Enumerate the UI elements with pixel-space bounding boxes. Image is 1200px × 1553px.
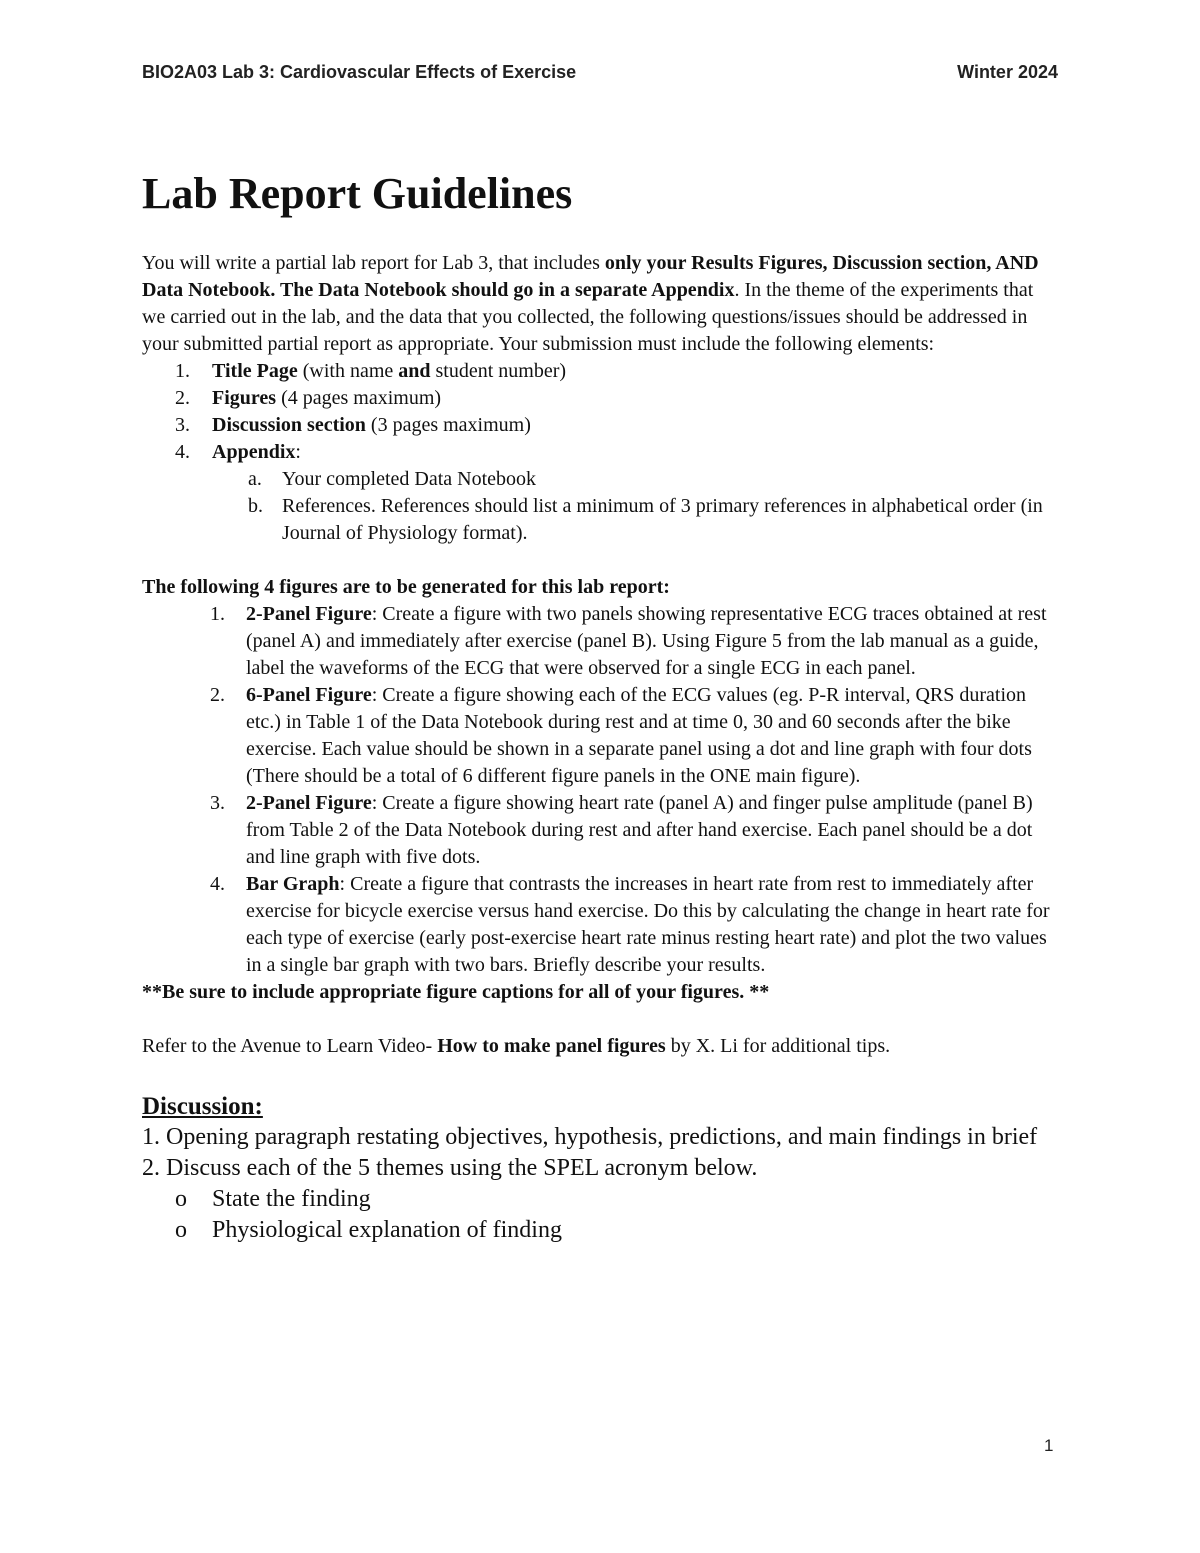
item-bold: Figures (212, 387, 277, 409)
discussion-bullet (142, 1215, 1060, 1246)
discussion-item-1: 1. Opening paragraph restating objectives, hypothesis, predictions, and main findings in brief (142, 1124, 1038, 1150)
figure-item (142, 790, 1060, 871)
item-number: 1. (210, 603, 225, 625)
item-text: References. References should list a minimum of 3 primary references in alphabetical order (in Journal of Physiology format). (282, 495, 1043, 544)
element-item (142, 358, 1060, 385)
page-title: Lab Report Guidelines (142, 169, 573, 218)
appendix-item (142, 493, 1060, 547)
intro-text-2: . In the theme of the experiments that we carried out in the lab, and the data that you collected, the following questions/issues should be addressed in your submitted partial report as appropriate. Your submission must include the following elements: (142, 279, 1034, 355)
figure-item (142, 871, 1060, 979)
bullet-text: Physiological explanation of finding (212, 1217, 562, 1243)
item-number: 3. (175, 414, 190, 436)
caption-note (142, 979, 1060, 1006)
figure-item (142, 601, 1060, 682)
item-number: 1. (175, 360, 190, 382)
item-text: (with name (297, 360, 399, 382)
item-bold: 2-Panel Figure (246, 792, 372, 814)
item-number: 4. (175, 441, 190, 463)
video-note (142, 1033, 1060, 1060)
intro-bold: only your Results Figures, Discussion section, AND Data Notebook. The Data Notebook should go in a separate Appendix (142, 252, 1039, 301)
appendix-item (142, 466, 1060, 493)
item-text: : Create a figure showing heart rate (panel A) and finger pulse amplitude (panel B) from Table 2 of the Data Notebook during rest and after hand exercise. Each panel should be a dot and line graph with five dots. (246, 792, 1033, 868)
bullet-text: State the finding (212, 1186, 371, 1212)
bullet-mark: o (175, 1186, 187, 1212)
item-text: : Create a figure that contrasts the increases in heart rate from rest to immediately after exercise for bicycle exercise versus hand exercise. Do this by calculating the change in heart rate for each type of exercise (early post-exercise heart rate minus resting heart rate) and plot the two values in a single bar graph with two bars. Briefly describe your results. (246, 873, 1050, 976)
element-item (142, 439, 1060, 466)
figure-item (142, 682, 1060, 790)
bullet-mark: o (175, 1217, 187, 1243)
item-bold: Title Page (212, 360, 298, 382)
item-letter: b. (248, 495, 263, 517)
item-bold: Discussion section (212, 414, 366, 436)
item-bold-2: and (398, 360, 431, 382)
item-text: (4 pages maximum) (276, 387, 442, 409)
item-number: 2. (175, 387, 190, 409)
course-title: BIO2A03 Lab 3: Cardiovascular Effects of Exercise (142, 62, 577, 82)
figures-list (142, 601, 1060, 979)
item-text: : (295, 441, 301, 463)
item-text: : Create a figure showing each of the ECG values (eg. P-R interval, QRS duration etc.) in Table 1 of the Data Notebook during rest and at time 0, 30 and 60 seconds after the bike exercise. Each value should be shown in a separate panel using a dot and line graph with four dots (There should be a total of 6 different figure panels in the ONE main figure). (246, 684, 1032, 787)
video-note-text-2: by X. Li for additional tips. (665, 1035, 891, 1057)
item-bold: Bar Graph (246, 873, 340, 895)
item-text: Your completed Data Notebook (282, 468, 537, 490)
figures-heading-text: The following 4 figures are to be generated for this lab report: (142, 576, 670, 598)
item-number: 3. (210, 792, 225, 814)
term-label: Winter 2024 (957, 62, 1058, 82)
discussion-heading: Discussion: (142, 1093, 263, 1120)
item-bold: 6-Panel Figure (246, 684, 372, 706)
item-number: 2. (210, 684, 225, 706)
figures-heading (142, 574, 1060, 601)
page-header (142, 62, 1058, 83)
caption-note-text: **Be sure to include appropriate figure captions for all of your figures. ** (142, 981, 770, 1003)
page-number: 1 (1044, 1436, 1054, 1455)
intro-paragraph (142, 250, 1060, 358)
intro-text-1: You will write a partial lab report for Lab 3, that includes (142, 252, 605, 274)
discussion-bullet (142, 1184, 1060, 1215)
video-note-bold: How to make panel figures (437, 1035, 666, 1057)
element-item (142, 385, 1060, 412)
item-text-2: student number) (430, 360, 567, 382)
item-text: : Create a figure with two panels showing representative ECG traces obtained at rest (panel A) and immediately after exercise (panel B). Using Figure 5 from the lab manual as a guide, label the waveforms of the ECG that were observed for a single ECG in each panel. (246, 603, 1047, 679)
item-bold: Appendix (212, 441, 296, 463)
item-text: (3 pages maximum) (365, 414, 531, 436)
elements-list (142, 358, 1060, 547)
element-item (142, 412, 1060, 439)
item-number: 4. (210, 873, 225, 895)
discussion-item-2: 2. Discuss each of the 5 themes using the SPEL acronym below. (142, 1155, 758, 1181)
item-letter: a. (248, 468, 262, 490)
video-note-text-1: Refer to the Avenue to Learn Video- (142, 1035, 438, 1057)
document-body (142, 168, 1060, 1246)
item-bold: 2-Panel Figure (246, 603, 372, 625)
